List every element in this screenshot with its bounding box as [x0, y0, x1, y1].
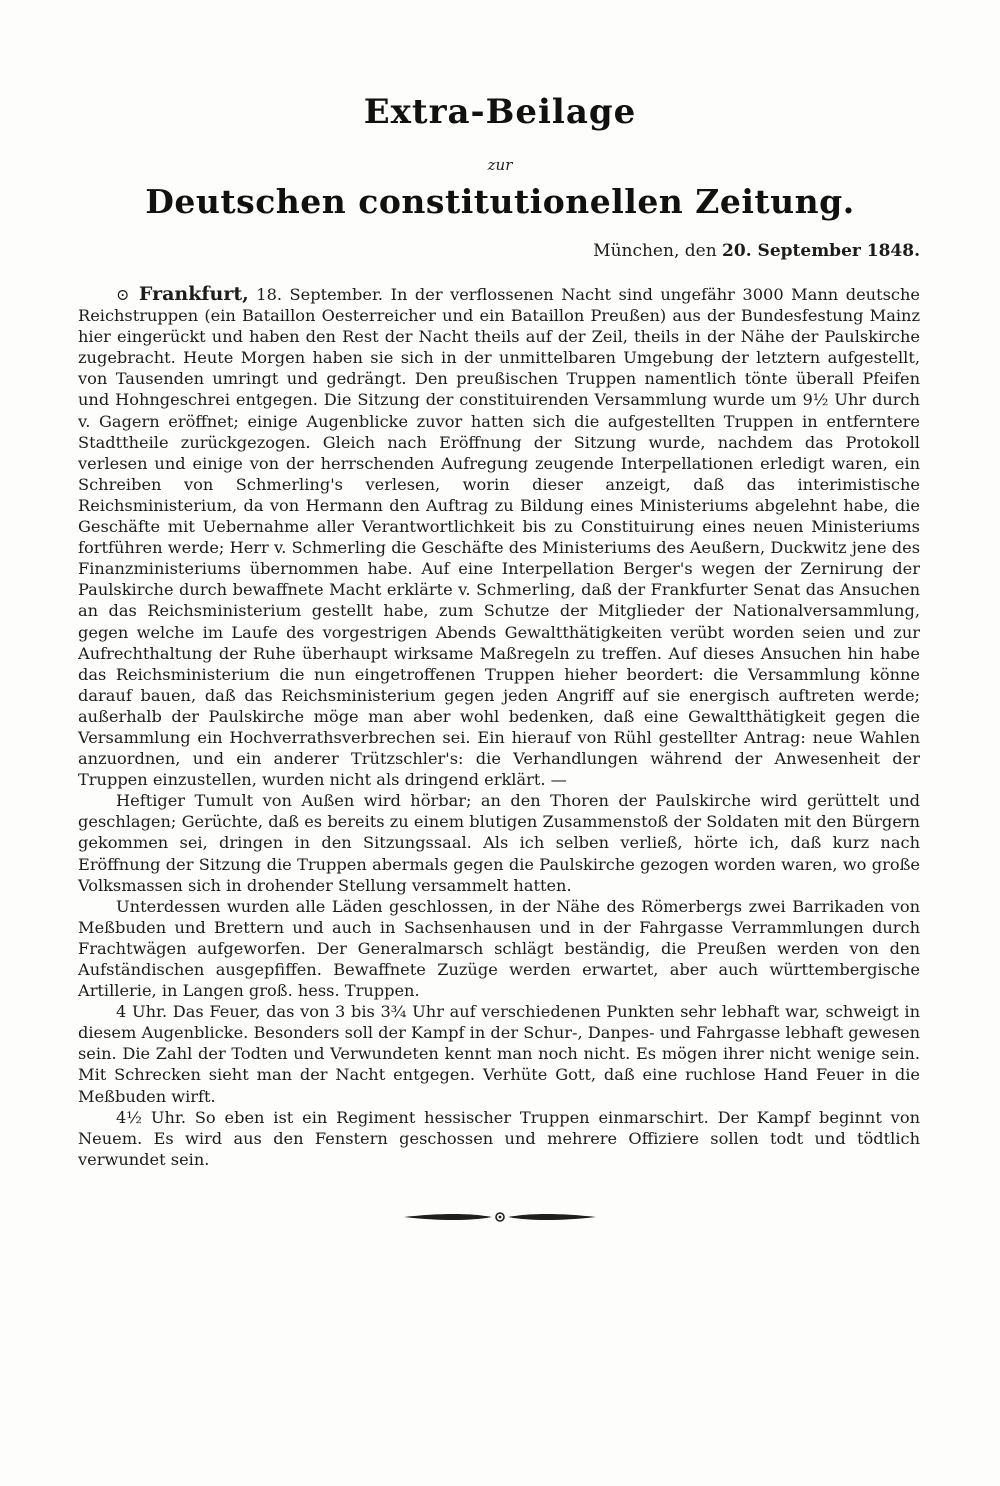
title-connector: zur [487, 156, 513, 174]
paragraph-3: Unterdessen wurden alle Läden geschlossen, in der Nähe des Römerbergs zwei Barrikaden von Meßbuden und Brettern und auch in Sachsenhausen und in der Fahrgasse Verrammlungen durch Frachtwägen aufgeworfen. Der Generalmarsch schlägt beständig, die Preußen werden von den Aufständischen ausgepfiffen. Bewaffnete Zuzüge werden erwartet, aber auch württembergische Artillerie, in Langen groß. hess. Truppen. [78, 896, 920, 1001]
dateline-date: 20. September 1848. [722, 241, 920, 261]
dateline-city: München, den [593, 241, 717, 261]
ornament-divider-icon [400, 1205, 600, 1229]
article-date: 18. September. [256, 285, 384, 304]
paragraph-1 [78, 284, 920, 790]
newspaper-name: Deutschen constitutionellen Zeitung. [145, 182, 855, 221]
dateline [593, 241, 920, 261]
article-body [78, 284, 920, 1170]
article-place: Frankfurt, [138, 283, 249, 305]
paragraph-1-text: In der verflossenen Nacht sind ungefähr 3000 Mann deutsche Reichstruppen (ein Bataillon Oesterreicher und ein Bataillon Preußen) aus der Bundesfestung Mainz hier eingerückt und haben den Rest der Nacht theils auf der Zeil, theils in der Nähe der Paulskirche zugebracht. Heute Morgen haben sie sich in der unmittelbaren Umgebung der letztern aufgestellt, von Tausenden umringt und gedrängt. Den preußischen Truppen namentlich tönte überall Pfeifen und Hohngeschrei entgegen. Die Sitzung der constituirenden Versammlung wurde um 9½ Uhr durch v. Gagern eröffnet; einige Augenblicke zuvor hatten sich die aufgestellten Truppen in entferntere Stadttheile zurückgezogen. Gleich nach Eröffnung der Sitzung wurde, nachdem das Protokoll verlesen und einige von der herrschenden Aufregung zeugende Interpellationen erledigt waren, ein Schreiben von Schmerling's verlesen, worin dieser anzeigt, daß das interimistische Reichsministerium, da von Hermann den Auftrag zu Bildung eines Ministeriums abgelehnt habe, die Geschäfte mit Uebernahme aller Verantwortlichkeit bis zu Constituirung eines neuen Ministeriums fortführen werde; Herr v. Schmerling die Geschäfte des Ministeriums des Aeußern, Duckwitz jene des Finanzministeriums übernommen habe. Auf eine Interpellation Berger's wegen der Zernirung der Paulskirche durch bewaffnete Macht erklärte v. Schmerling, daß der Frankfurter Senat das Ansuchen an das Reichsministerium gestellt habe, zum Schutze der Mitglieder der Nationalversammlung, gegen welche im Laufe des vorgestrigen Abends Gewaltthätigkeiten verübt worden seien und zur Aufrechthaltung der Ruhe überhaupt wirksame Maßregeln zu treffen. Auf dieses Ansuchen hin habe das Reichsministerium die nun eingetroffenen Truppen hieher beordert: die Versammlung könne darauf bauen, daß das Reichsministerium gegen jeden Angriff auf sie energisch auftreten werde; außerhalb der Paulskirche möge man aber wohl bedenken, daß eine Gewaltthätigkeit gegen die Versammlung ein Hochverrathsverbrechen sei. Ein hierauf von Rühl gestellter Antrag: neue Wahlen anzuordnen, und ein anderer Trützschler's: die Verhandlungen während der Anwesenheit der Truppen einzustellen, wurden nicht als dringend erklärt. — [78, 285, 920, 790]
paragraph-4: 4 Uhr. Das Feuer, das von 3 bis 3¾ Uhr auf verschiedenen Punkten sehr lebhaft war, schweigt in diesem Augenblicke. Besonders soll der Kampf in der Schur-, Danpes- und Fahrgasse lebhaft gewesen sein. Die Zahl der Todten und Verwundeten kennt man noch nicht. Es mögen ihrer nicht wenige sein. Mit Schrecken sieht man der Nacht entgegen. Verhüte Gott, daß eine ruchlose Hand Feuer in die Meßbuden wirft. [78, 1002, 920, 1106]
circle-dot-icon: ⊙ [116, 285, 130, 304]
paragraph-5: 4½ Uhr. So eben ist ein Regiment hessischer Truppen einmarschirt. Der Kampf beginnt von Neuem. Es wird aus den Fenstern geschossen und mehrere Offiziere sollen todt und tödtlich verwundet sein. [78, 1107, 920, 1169]
supplement-title: Extra-Beilage [363, 92, 637, 132]
paragraph-2: Heftiger Tumult von Außen wird hörbar; an den Thoren der Paulskirche wird gerüttelt und geschlagen; Gerüchte, daß es bereits zu einem blutigen Zusammenstoß der Soldaten mit den Bürgern gekommen sei, dringen in den Sitzungssaal. Als ich selben verließ, hörte ich, daß kurz nach Eröffnung der Sitzung die Truppen abermals gegen die Paulskirche gezogen worden waren, wo große Volksmassen sich in drohender Stellung versammelt hatten. [78, 791, 920, 895]
